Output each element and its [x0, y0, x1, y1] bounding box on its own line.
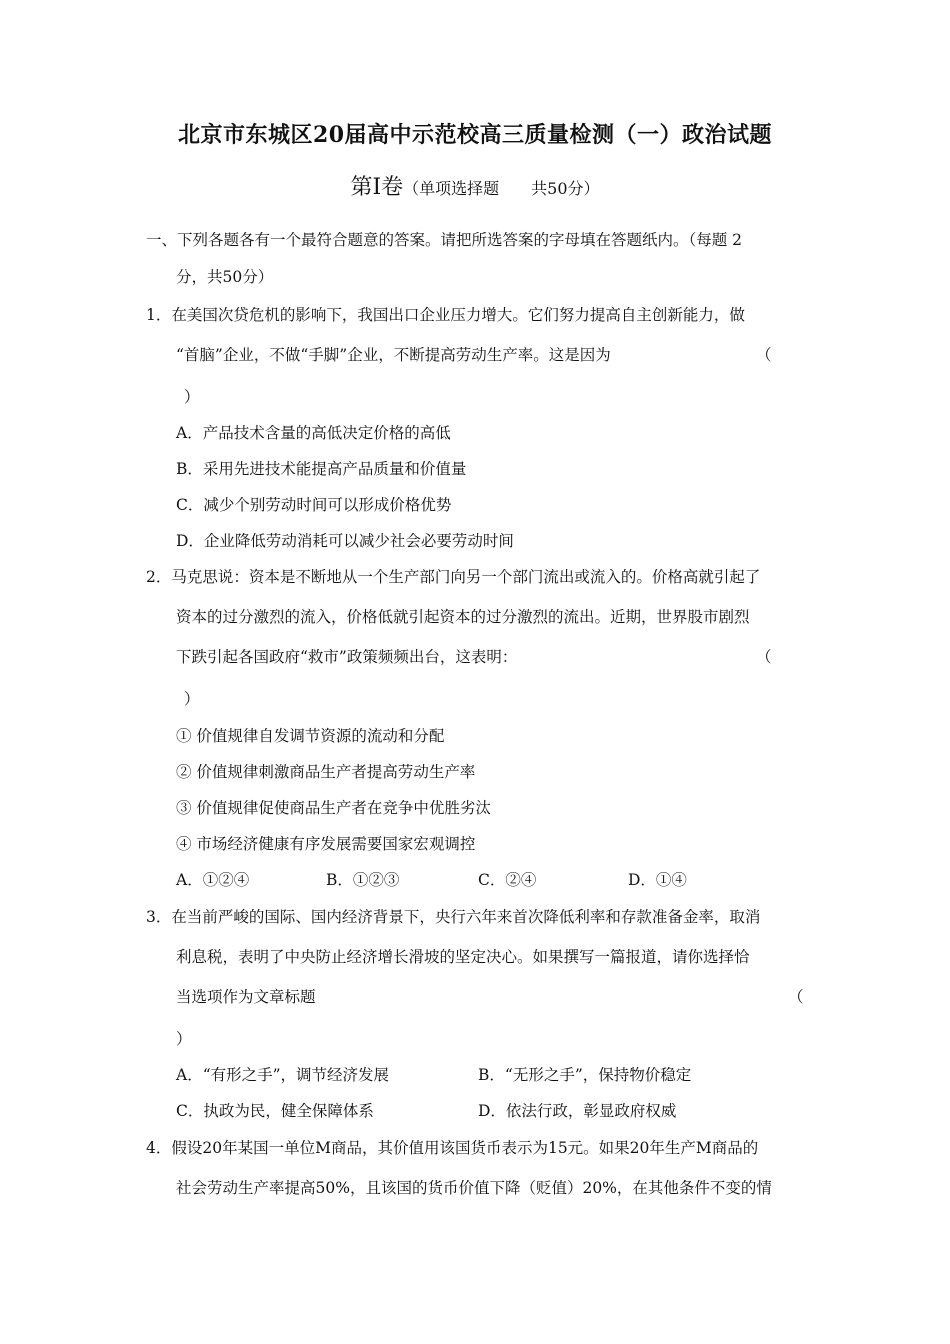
- section-heading: [0, 170, 950, 201]
- section-title: 第Ⅰ卷: [350, 175, 404, 200]
- q2-statement-1: ① 价值规律自发调节资源的流动和分配: [176, 727, 445, 745]
- q1-option-b: B．采用先进技术能提高产品质量和价值量: [176, 460, 467, 478]
- section-note: （单项选择题 共50分）: [403, 179, 600, 198]
- page-title: 北京市东城区20届高中示范校高三质量检测（一）政治试题: [177, 122, 773, 148]
- q1-bracket-close: ）: [184, 388, 200, 406]
- q2-option-a: A．①②④: [176, 871, 250, 889]
- q3-options-row-1: [0, 1064, 950, 1086]
- q2-option-d: D．①④: [628, 871, 687, 889]
- q3-bracket-close: ）: [176, 1030, 192, 1048]
- q2-bracket-close: ）: [184, 690, 200, 708]
- q3-stem-line-2: 利息税，表明了中央防止经济增长滑坡的坚定决心。如果撰写一篇报道，请你选择恰: [176, 948, 750, 966]
- q1-option-a: A．产品技术含量的高低决定价格的高低: [176, 424, 451, 442]
- q1-stem-line-2: “首脑”企业，不做“手脚”企业，不断提高劳动生产率。这是因为: [176, 346, 611, 364]
- q2-statement-4: ④ 市场经济健康有序发展需要国家宏观调控: [176, 835, 476, 853]
- q3-option-c: C．执政为民，健全保障体系: [176, 1102, 374, 1120]
- q2-option-b: B．①②③: [326, 871, 400, 889]
- q2-bracket-open: （: [756, 648, 772, 666]
- q2-stem-line-3: 下跌引起各国政府“救市”政策频频出台，这表明：: [176, 648, 518, 666]
- q2-statement-3: ③ 价值规律促使商品生产者在竞争中优胜劣汰: [176, 799, 491, 817]
- q2-stem-line-2: 资本的过分激烈的流入，价格低就引起资本的过分激烈的流出。近期，世界股市剧烈: [176, 608, 750, 626]
- q3-bracket-open: （: [788, 988, 804, 1006]
- q2-stem-line-1: 2．马克思说：资本是不断地从一个生产部门向另一个部门流出或流入的。价格高就引起了: [146, 568, 761, 586]
- q1-bracket-open: （: [756, 346, 772, 364]
- q4-stem-line-2: 社会劳动生产率提高50%，且该国的货币价值下降（贬值）20%，在其他条件不变的情: [176, 1179, 772, 1197]
- q3-option-b: B．“无形之手”，保持物价稳定: [478, 1066, 692, 1084]
- q1-option-c: C．减少个别劳动时间可以形成价格优势: [176, 496, 452, 514]
- q3-stem-line-3: 当选项作为文章标题: [176, 988, 316, 1006]
- q1-stem-line-1: 1．在美国次贷危机的影响下，我国出口企业压力增大。它们努力提高自主创新能力，做: [146, 306, 745, 324]
- instruction-line-1: 一、下列各题各有一个最符合题意的答案。请把所选答案的字母填在答题纸内。（每题 2: [146, 231, 743, 249]
- q4-stem-line-1: 4．假设20年某国一单位M商品，其价值用该国货币表示为15元。如果20年生产M商品的: [146, 1139, 759, 1157]
- q3-option-a: A．“有形之手”，调节经济发展: [176, 1066, 390, 1084]
- q2-options-row: [0, 869, 950, 891]
- q3-options-row-2: [0, 1100, 950, 1122]
- q3-option-d: D．依法行政，彰显政府权威: [478, 1102, 677, 1120]
- q2-option-c: C．②④: [478, 871, 537, 889]
- instruction-line-2: 分，共50分）: [176, 268, 274, 286]
- q3-stem-line-1: 3．在当前严峻的国际、国内经济背景下，央行六年来首次降低利率和存款准备金率，取消: [146, 908, 761, 926]
- q2-statement-2: ② 价值规律刺激商品生产者提高劳动生产率: [176, 763, 476, 781]
- q1-option-d: D．企业降低劳动消耗可以减少社会必要劳动时间: [176, 532, 514, 550]
